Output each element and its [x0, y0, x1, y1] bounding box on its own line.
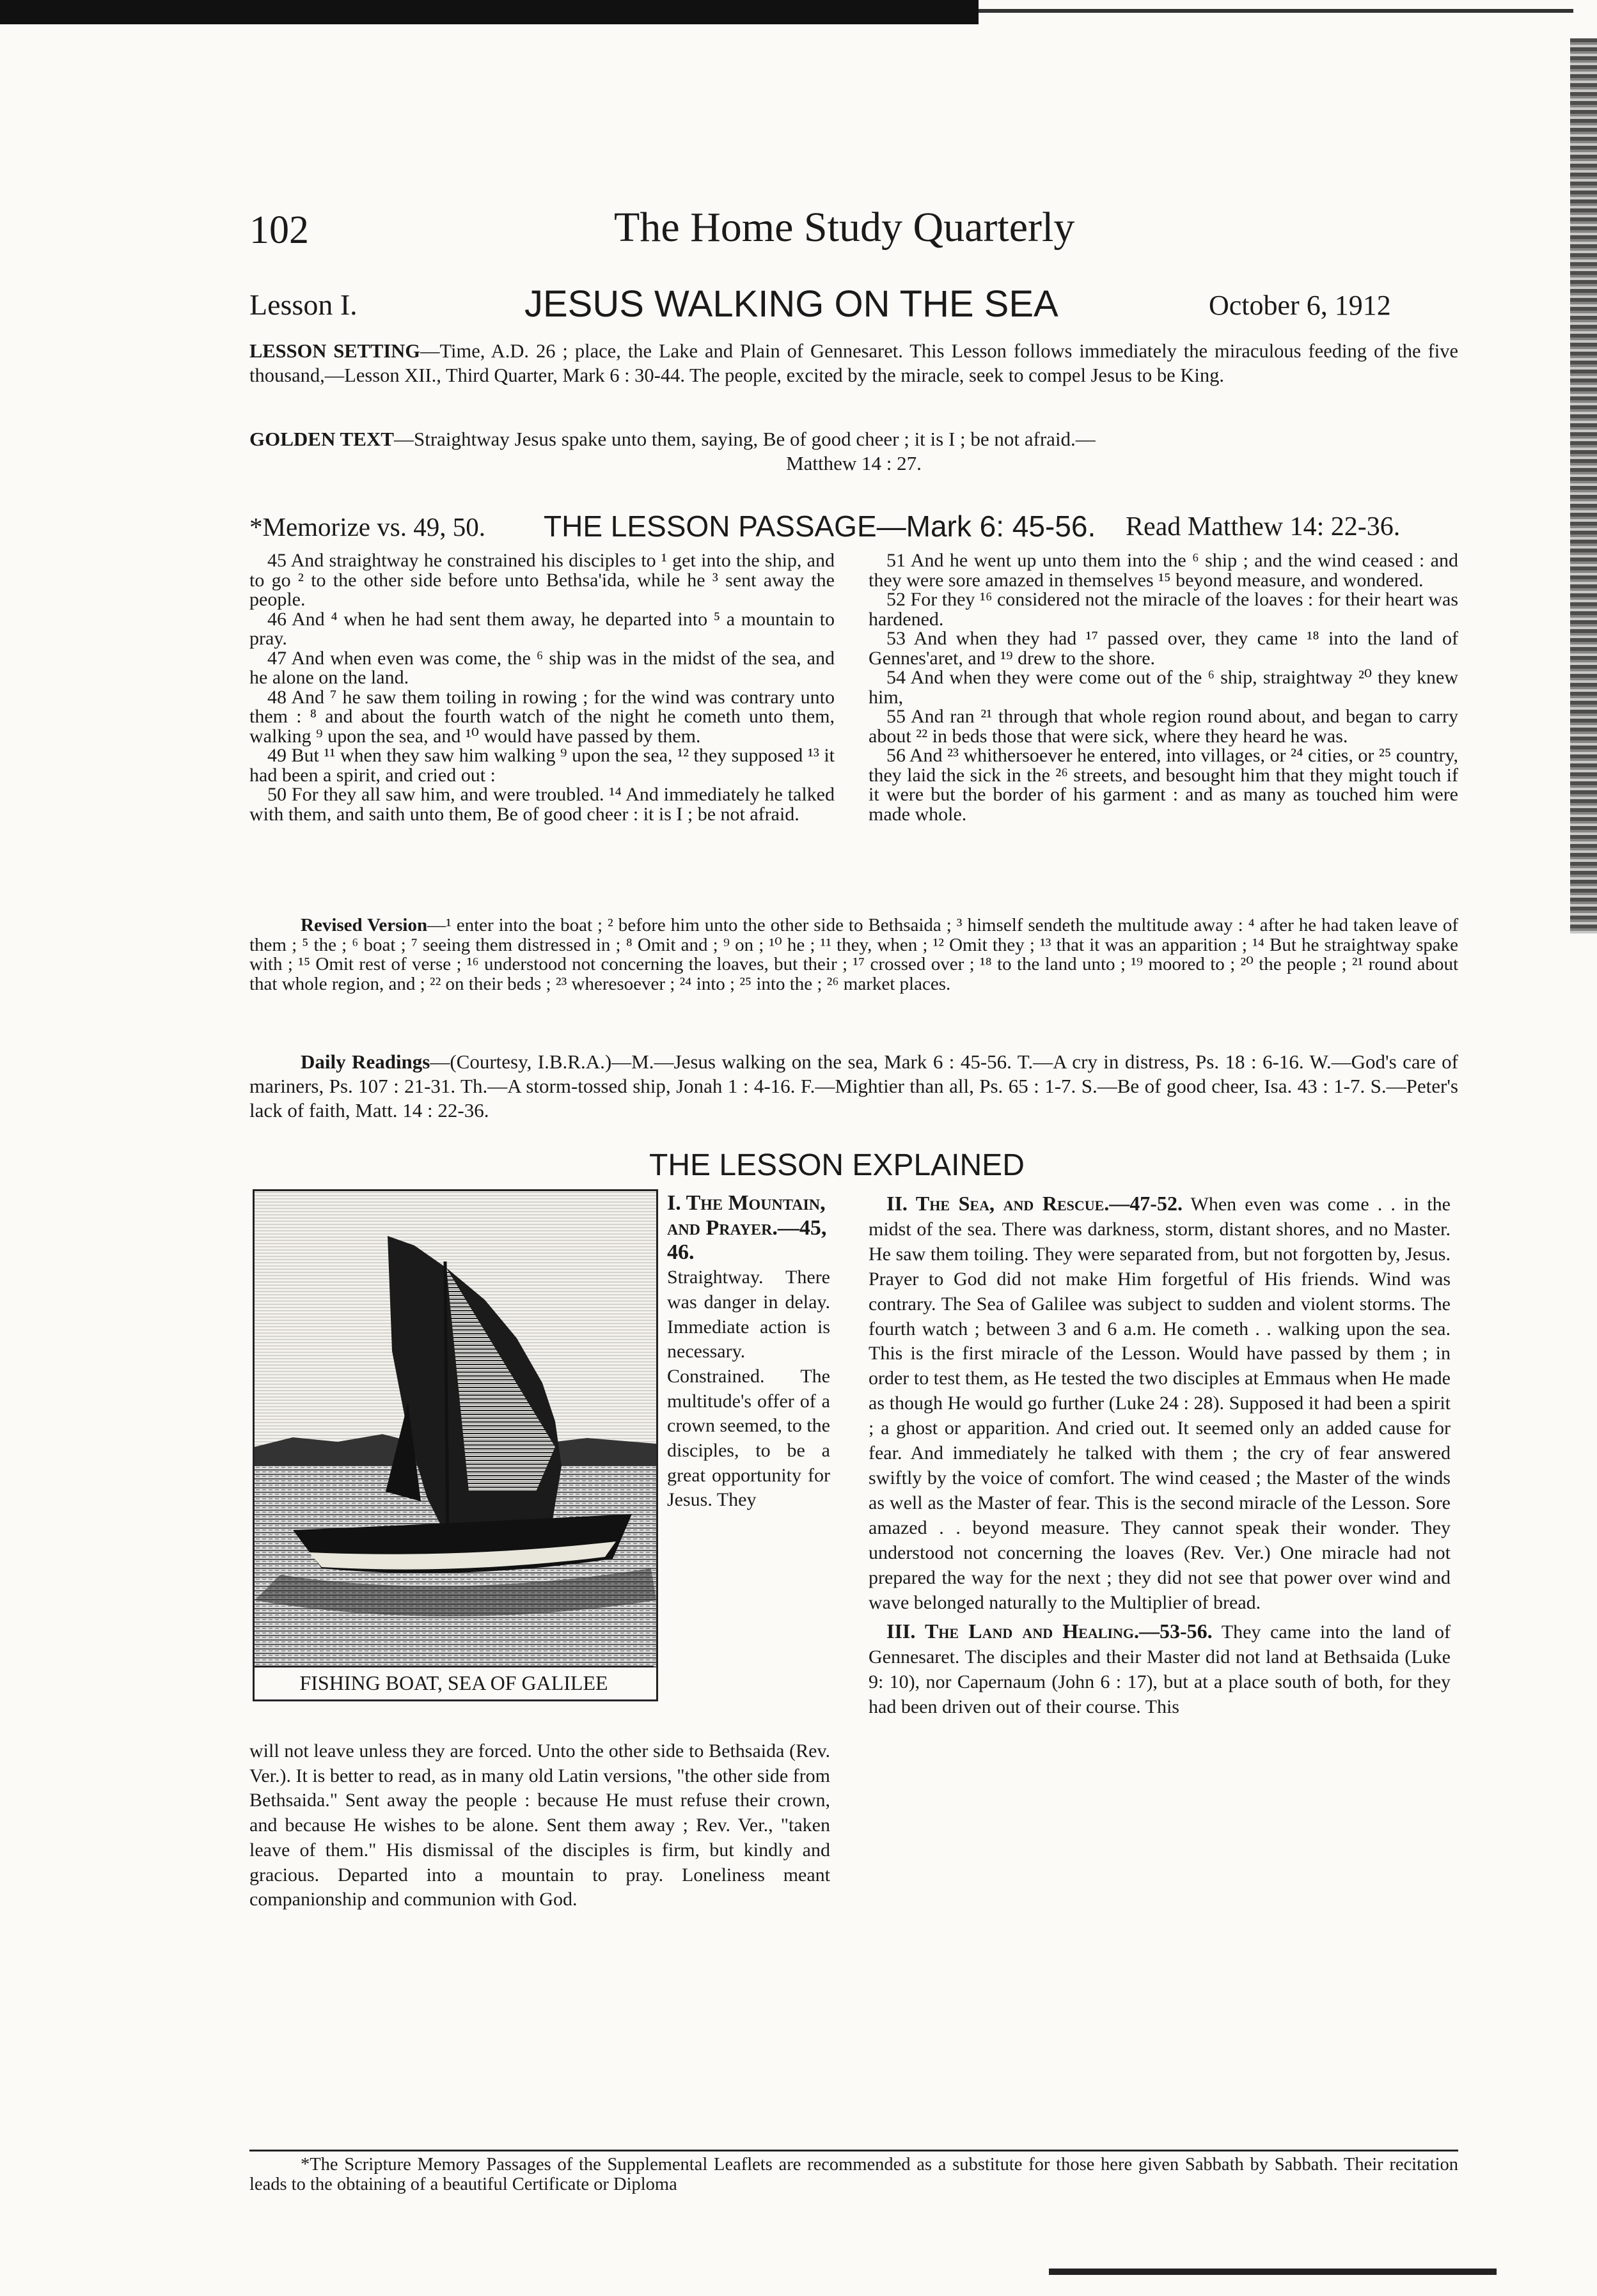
- verse-54: 54 And when they were come out of the ⁶ ship, straightway ²⁰ they knew him,: [869, 667, 1458, 708]
- verses-right-column: [869, 551, 1458, 824]
- section-1-continued: will not leave unless they are forced. Unto the other side to Bethsaida (Rev. Ver.). It is better to read, as in many old Latin versions, "the other side from Bethsaida." Sent away the people : because He must refuse their crown, and because He wishes to be alone. Sent them away ; Rev. Ver., "taken leave of them." His dismissal of the disciples is firm, but kindly and gracious. Departed into a mountain to pray. Loneliness meant companionship and communion with God.: [249, 1740, 830, 1910]
- golden-text-ref: Matthew 14 : 27.: [786, 452, 922, 474]
- section-1-narrow-text: Straightway. There was danger in delay. Immediate action is necessary. Constrained. The multitude's offer of a crown seemed, to the disciples, to be a great opportunity for Jesus. They: [667, 1267, 830, 1511]
- section-1-narrow: [667, 1191, 830, 1513]
- lesson-setting-label: LESSON SETTING: [249, 340, 420, 362]
- section-2-text: When even was come . . in the midst of the sea. There was darkness, storm, distant shores, and no Master. He saw them toiling. They were separated from, but not forgotten by, Jesus. Prayer to God did not make Him forgetful of His friends. Wind was contrary. The Sea of Galilee was subject to sudden and violent storms. The fourth watch ; between 3 and 6 a.m. He cometh . . walking upon the sea. This is the first miracle of the Lesson. Would have passed by them ; in order to test them, as He tested the two disciples at Emmaus when He made as though He would go further (Luke 24 : 28). Supposed it had been a spirit ; a ghost or apparition. And cried out. It seemed only an added cause for fear. And immediately he talked with them ; the cry of fear answered swiftly by the voice of comfort. The wind ceased ; the Master of the winds as well as the Master of fear. This is the second miracle of the Lesson. Sore amazed . . beyond measure. They cannot speak their wonder. They understood not concerning the loaves (Rev. Ver.) One miracle had not prepared the way for the next ; they did not see that power over wind and wave belonged naturally to the Multiplier of bread.: [869, 1194, 1451, 1613]
- illustration-caption: FISHING BOAT, SEA OF GALILEE: [254, 1666, 654, 1697]
- revised-version-text: —¹ enter into the boat ; ² before him unto the other side to Bethsaida ; ³ himself sendeth the multitude away : ⁴ after he had taken leave of them ; ⁵ the ; ⁶ boat ; ⁷ seeing them distressed in ; ⁸ Omit and ; ⁹ on ; ¹⁰ he ; ¹¹ they, when ; ¹² Omit they ; ¹³ that it was an apparition ; ¹⁴ But he straightway spake with ; ¹⁵ Omit rest of verse ; ¹⁶ understood not concerning the loaves, but their ; ¹⁷ crossed over ; ¹⁸ to the land unto ; ¹⁹ moored to ; ²⁰ the people ; ²¹ round about that whole region, and ; ²² on their beds ; ²³ wheresoever ; ²⁴ into ; ²⁵ into the ; ²⁶ market places.: [249, 915, 1458, 994]
- golden-text-label: GOLDEN TEXT: [249, 428, 394, 450]
- verse-55: 55 And ran ²¹ through that whole region round about, and began to carry about ²² in beds those that were sick, where they heard he was.: [869, 706, 1458, 747]
- running-title: The Home Study Quarterly: [614, 204, 1075, 251]
- golden-text-body: —Straightway Jesus spake unto them, saying, Be of good cheer ; it is I ; be not afraid.—: [393, 428, 1096, 450]
- scan-edge-bottom: [1049, 2269, 1497, 2275]
- verses-left-column: [249, 551, 835, 824]
- verse-52: 52 For they ¹⁶ considered not the miracle of the loaves : for their heart was hardened.: [869, 589, 1458, 630]
- verse-49: 49 But ¹¹ when they saw him walking ⁹ upon the sea, ¹² they supposed ¹³ it had been a spirit, and cried out :: [249, 745, 835, 786]
- right-explained-column: [869, 1191, 1451, 1720]
- sailboat-picture: [255, 1191, 656, 1667]
- verse-53: 53 And when they had ¹⁷ passed over, they came ¹⁸ into the land of Gennes'aret, and ¹⁹ drew to the shore.: [869, 628, 1458, 669]
- section-title: THE LESSON EXPLAINED: [649, 1148, 1025, 1182]
- daily-readings-label: Daily Readings: [301, 1050, 430, 1073]
- memorize-note: *Memorize vs. 49, 50.: [249, 512, 485, 542]
- lesson-title: JESUS WALKING ON THE SEA: [524, 283, 1058, 325]
- lesson-setting-text: —Time, A.D. 26 ; place, the Lake and Plain of Gennesaret. This Lesson follows immediately the miraculous feeding of the five thousand,—Lesson XII., Third Quarter, Mark 6 : 30-44. The people, excited by the miracle, seek to compel Jesus to be King.: [249, 340, 1458, 386]
- daily-readings: [249, 1050, 1458, 1123]
- read-reference: Read Matthew 14: 22-36.: [1126, 512, 1401, 542]
- passage-title: THE LESSON PASSAGE—Mark 6: 45-56.: [544, 510, 1096, 543]
- lesson-label: Lesson I.: [249, 288, 358, 321]
- section-3-heading: III. The Land and Healing.—53-56.: [886, 1620, 1213, 1643]
- section-2-heading: II. The Sea, and Rescue.—47-52.: [886, 1192, 1183, 1215]
- revised-version-label: Revised Version: [301, 915, 428, 935]
- revised-version: [249, 916, 1458, 994]
- verse-50: 50 For they all saw him, and were troubled. ¹⁴ And immediately he talked with them, and saith unto them, Be of good cheer : it is I ; be not afraid.: [249, 784, 835, 825]
- section-3: [869, 1619, 1451, 1720]
- scan-edge-top: [0, 0, 979, 24]
- page-number: 102: [249, 208, 309, 252]
- footnote-divider: [249, 2150, 1458, 2152]
- fishing-boat-illustration: [253, 1189, 658, 1701]
- lesson-setting: [249, 339, 1458, 387]
- golden-text: [249, 427, 1458, 476]
- verse-48: 48 And ⁷ he saw them toiling in rowing ; for the wind was contrary unto them : ⁸ and about the fourth watch of the night he cometh unto them, walking ⁹ upon the sea, and ¹⁰ would have passed by them.: [249, 686, 835, 747]
- section-2: [869, 1191, 1451, 1615]
- scan-edge-top-rule: [979, 9, 1573, 13]
- scan-edge-right: [1570, 38, 1597, 933]
- lesson-date: October 6, 1912: [1209, 290, 1391, 321]
- section-3-text: They came into the land of Gennesaret. The disciples and their Master did not land at Bethsaida (Luke 9: 10), nor Capernaum (John 6 : 17), but at a place south of both, for they had been driven out of their course. This: [869, 1621, 1451, 1718]
- section-1-heading: I. The Mountain, and Prayer.—45, 46.: [667, 1191, 827, 1265]
- daily-readings-text: —(Courtesy, I.B.R.A.)—M.—Jesus walking on the sea, Mark 6 : 45-56. T.—A cry in distress, Ps. 18 : 6-16. W.—God's care of mariners, Ps. 107 : 21-31. Th.—A storm-tossed ship, Jonah 1 : 4-16. F.—Mightier than all, Ps. 65 : 1-7. S.—Be of good cheer, Isa. 43 : 1-7. S.—Peter's lack of faith, Matt. 14 : 22-36.: [249, 1050, 1458, 1121]
- verse-51: 51 And he went up unto them into the ⁶ ship ; and the wind ceased : and they were sore amazed in themselves ¹⁵ beyond measure, and wondered.: [869, 550, 1458, 591]
- verse-46: 46 And ⁴ when he had sent them away, he departed into ⁵ a mountain to pray.: [249, 608, 835, 649]
- verse-45: 45 And straightway he constrained his disciples to ¹ get into the ship, and to go ² to the other side before unto Bethsa'ida, while he ³ sent away the people.: [249, 550, 835, 610]
- verse-47: 47 And when even was come, the ⁶ ship was in the midst of the sea, and he alone on the land.: [249, 647, 835, 688]
- verse-56: 56 And ²³ whithersoever he entered, into villages, or ²⁴ cities, or ²⁵ country, they laid the sick in the ²⁶ streets, and besought him that they might touch if it were but the border of his garment : and as many as touched him were made whole.: [869, 745, 1458, 825]
- footnote-text: *The Scripture Memory Passages of the Supplemental Leaflets are recommended as a substitute for those here given Sabbath by Sabbath. Their recitation leads to the obtaining of a beautiful Certificate or Diploma: [249, 2155, 1458, 2194]
- footnote: [249, 2155, 1458, 2194]
